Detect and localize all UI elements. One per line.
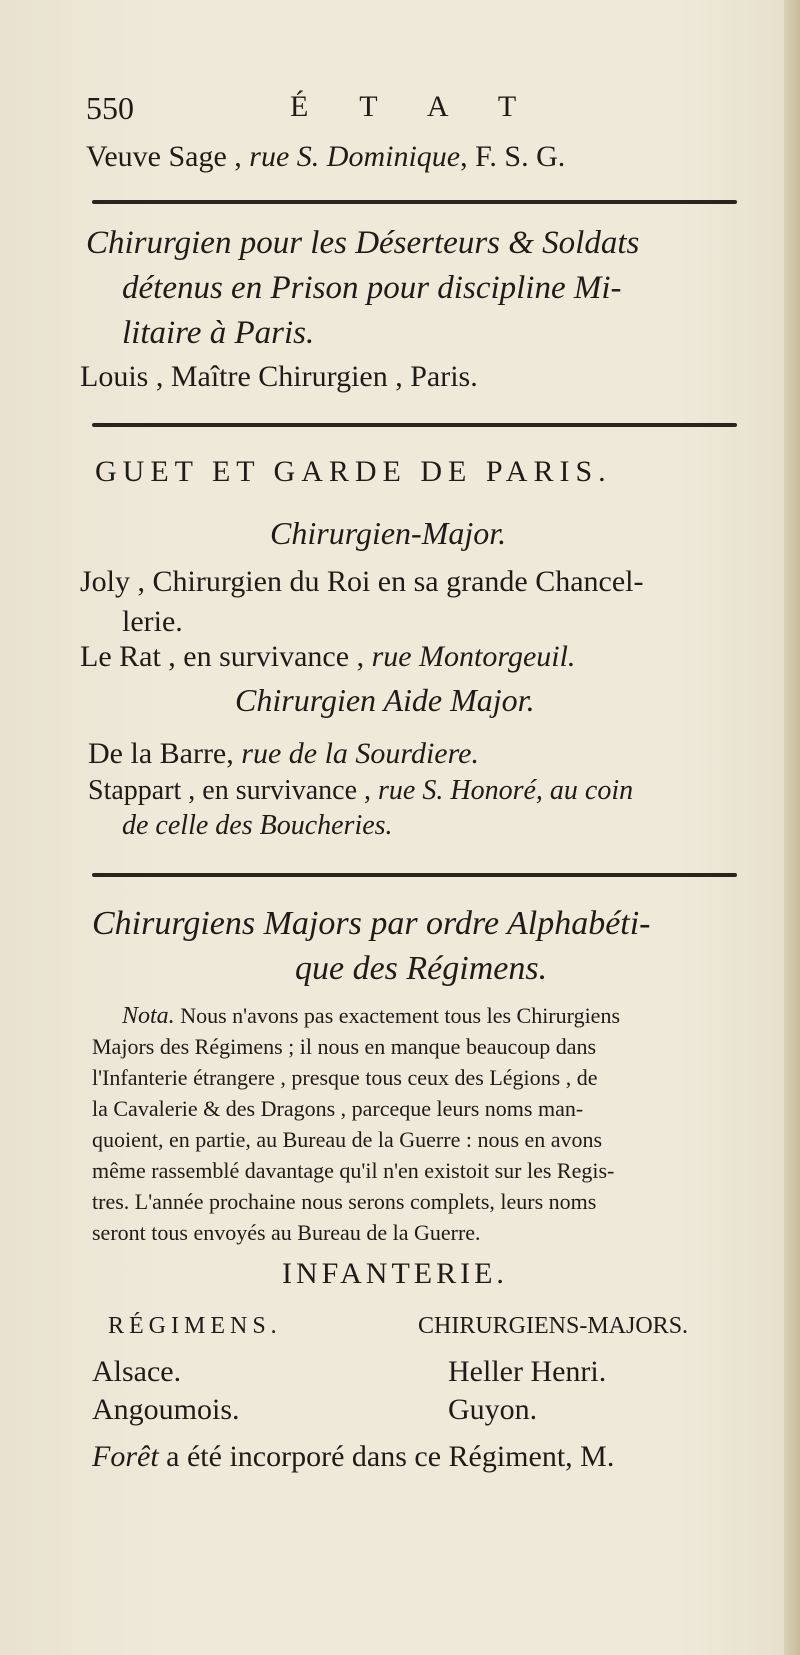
col-header-chirurgiens: CHIRURGIENS-MAJORS.	[418, 1313, 689, 1339]
stappart-entry	[88, 775, 633, 807]
stappart-street: rue S. Honoré, au coin	[378, 775, 634, 806]
col-header-regimens: RÉGIMENS.	[108, 1313, 282, 1339]
nota-line-8: seront tous envoyés au Bureau de la Guerre.	[92, 1220, 481, 1245]
last-line	[92, 1440, 614, 1474]
page-number: 550	[86, 90, 134, 126]
divider-rule	[92, 200, 737, 204]
guet-subheading-major: Chirurgien-Major.	[270, 515, 507, 551]
surgeon-row-2: Guyon.	[448, 1393, 538, 1426]
surgeon-row-1: Heller Henri.	[448, 1355, 607, 1388]
stappart-street-continuation: de celle des Boucheries.	[122, 810, 393, 841]
intro-street: rue S. Dominique	[249, 140, 461, 173]
intro-separator: ,	[234, 140, 242, 173]
last-line-rest: a été incorporé dans ce Régiment, M.	[166, 1440, 615, 1473]
majors-title-line-2: que des Régimens.	[295, 950, 548, 987]
infanterie-heading: INFANTERIE.	[282, 1257, 508, 1290]
deserteurs-title-line-2: détenus en Prison pour discipline Mi-	[122, 270, 622, 306]
running-title: É T A T	[290, 90, 539, 123]
stappart-name: Stappart , en survivance ,	[88, 775, 372, 806]
majors-title-line-1: Chirurgiens Majors par ordre Alphabéti-	[92, 905, 651, 942]
divider-rule	[92, 873, 737, 877]
nota-line-1	[122, 1003, 620, 1030]
regiment-row-1: Alsace.	[92, 1355, 182, 1388]
deserteurs-title-line-1: Chirurgien pour les Déserteurs & Soldats	[86, 225, 640, 261]
barre-entry	[88, 737, 479, 771]
barre-name: De la Barre,	[88, 737, 234, 770]
deserteurs-title-line-3: litaire à Paris.	[122, 315, 315, 351]
deserteurs-entry: Louis , Maître Chirurgien , Paris.	[80, 360, 478, 393]
intro-tail: , F. S. G.	[460, 140, 566, 173]
intro-name: Veuve Sage	[86, 140, 227, 173]
lerat-name: Le Rat , en survivance ,	[80, 640, 365, 673]
last-line-italic: Forêt	[92, 1440, 159, 1473]
barre-street: rue de la Sourdiere.	[241, 737, 479, 770]
intro-line	[86, 140, 565, 174]
nota-text: Nous n'avons pas exactement tous les Chirurgiens	[180, 1003, 621, 1028]
guet-heading: GUET ET GARDE DE PARIS.	[95, 455, 612, 488]
joly-line-1: Joly , Chirurgien du Roi en sa grande Chancel-	[80, 565, 644, 598]
joly-line-2: lerie.	[122, 605, 183, 638]
page-edge	[784, 0, 800, 1655]
regiment-row-2: Angoumois.	[92, 1393, 240, 1426]
nota-line-4: la Cavalerie & des Dragons , parceque leurs noms man-	[92, 1096, 584, 1121]
nota-line-5: quoient, en partie, au Bureau de la Guerre : nous en avons	[92, 1127, 603, 1152]
guet-subheading-aide: Chirurgien Aide Major.	[235, 682, 535, 718]
lerat-street: rue Montorgeuil.	[371, 640, 576, 673]
nota-line-6: même rassemblé davantage qu'il n'en existoit sur les Regis-	[92, 1158, 615, 1183]
nota-line-2: Majors des Régimens ; il nous en manque beaucoup dans	[92, 1034, 597, 1059]
nota-line-7: tres. L'année prochaine nous serons complets, leurs noms	[92, 1189, 597, 1214]
divider-rule	[92, 423, 737, 427]
lerat-entry	[80, 640, 575, 674]
nota-label: Nota.	[122, 1003, 175, 1029]
nota-line-3: l'Infanterie étrangere , presque tous ceux des Légions , de	[92, 1065, 598, 1090]
